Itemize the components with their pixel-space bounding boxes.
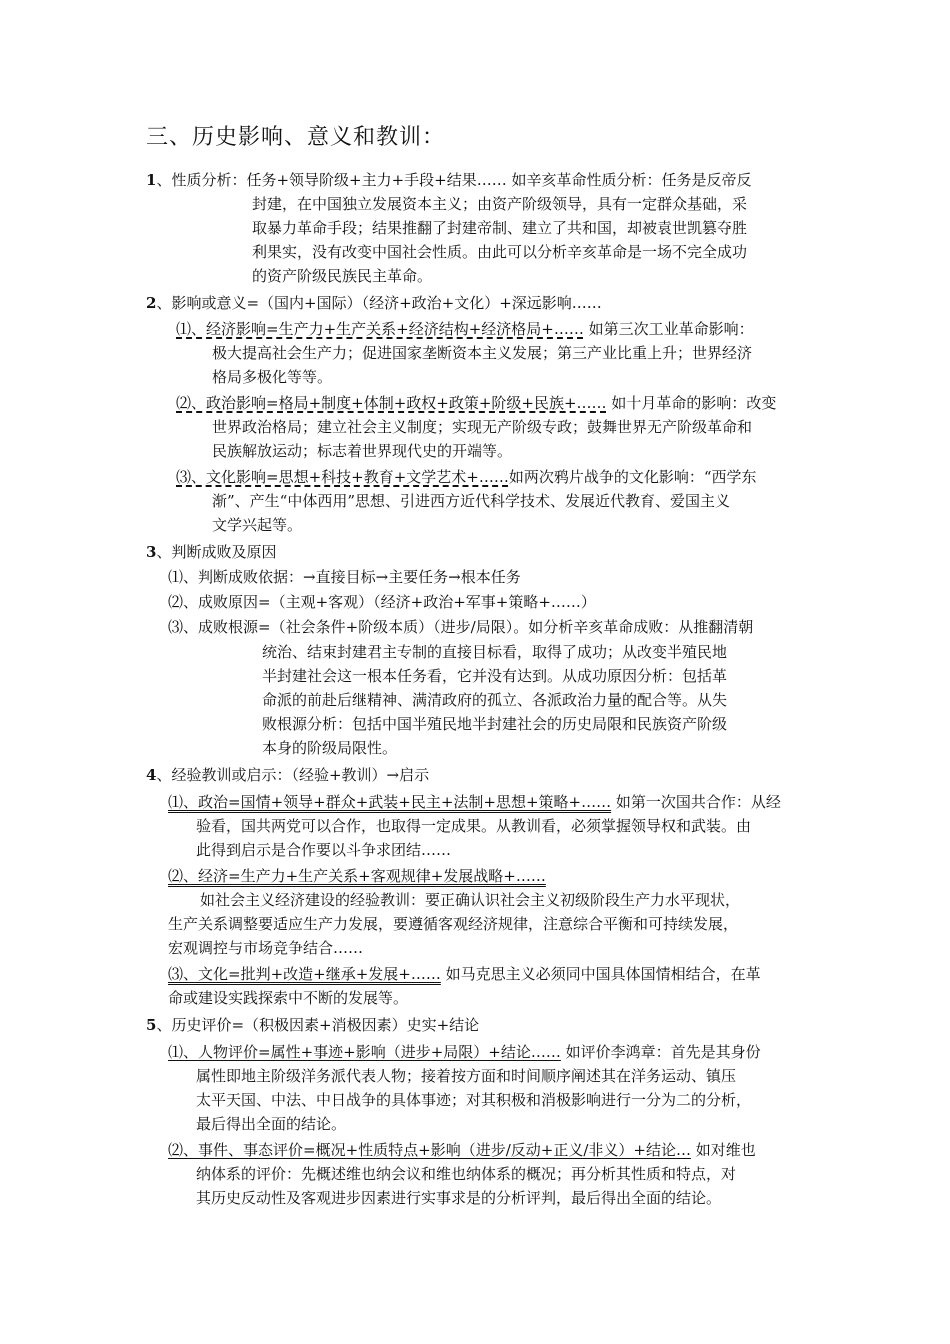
s5b-head-line bbox=[168, 1138, 756, 1162]
s3c-text-line: 本身的阶级局限性。 bbox=[262, 739, 398, 757]
s2b-text: 如十月革命的影响：改变 bbox=[606, 394, 777, 412]
s2c-text: 如两次鸦片战争的文化影响：“西学东 bbox=[508, 468, 757, 486]
s1-text-line: 封建，在中国独立发展资本主义；由资产阶级领导，具有一定群众基础，采 bbox=[252, 195, 748, 213]
s4-head-line bbox=[146, 763, 429, 787]
s2c-text-line: 文学兴起等。 bbox=[212, 516, 303, 534]
s2a-heading: ⑴、经济影响=生产力+生产关系+经济结构+经济格局+…… bbox=[176, 320, 584, 338]
s5b-text-line: 纳体系的评价：先概述维也纳会议和维也纳体系的概况；再分析其性质和特点，对 bbox=[196, 1165, 737, 1183]
s5-number: 5 bbox=[146, 1016, 157, 1034]
s2a-text: 如第三次工业革命影响： bbox=[583, 320, 754, 338]
s3c-text-line: 命派的前赴后继精神、满清政府的孤立、各派政治力量的配合等。从失 bbox=[262, 691, 728, 709]
s2b-heading: ⑵、政治影响=格局+制度+体制+政权+政策+阶级+民族+…… bbox=[176, 394, 607, 412]
s2c-text-line: 渐”、产生“中体西用”思想、引进西方近代科学技术、发展近代教育、爱国主义 bbox=[212, 492, 731, 510]
s5a-head-line bbox=[168, 1040, 761, 1064]
s2b-text-line: 世界政治格局；建立社会主义制度；实现无产阶级专政；鼓舞世界无产阶级革命和 bbox=[212, 418, 753, 436]
s4c-text-line: 命或建设实践探索中不断的发展等。 bbox=[168, 989, 409, 1007]
s2c-head-line bbox=[176, 465, 757, 489]
s3b-line: ⑵、成败原因=（主观+客观）（经济+政治+军事+策略+……） bbox=[168, 593, 596, 611]
s5a-text-line: 属性即地主阶级洋务派代表人物；接着按方面和时间顺序阐述其在洋务运动、镇压 bbox=[196, 1067, 737, 1085]
section-title: 三、历史影响、意义和教训： bbox=[146, 125, 446, 150]
s5a-text-line: 太平天国、中法、中日战争的具体事迹；对其积极和消极影响进行一分为二的分析， bbox=[196, 1091, 752, 1109]
s3c-text-line: 败根源分析：包括中国半殖民地半封建社会的历史局限和民族资产阶级 bbox=[262, 715, 728, 733]
s3-heading: 、判断成败及原因 bbox=[156, 543, 277, 561]
s4a-text-line: 验看，国共两党可以合作，也取得一定成果。从教训看，必须掌握领导权和武装。由 bbox=[196, 817, 752, 835]
s5-head-line bbox=[146, 1013, 479, 1037]
s4a-heading: ⑴、政治=国情+领导+群众+武装+民主+法制+思想+策略+…… bbox=[168, 793, 612, 811]
s2a-text-line: 格局多极化等等。 bbox=[212, 368, 333, 386]
s4a-head-line bbox=[168, 790, 781, 814]
s3c-text-line: 半封建社会这一根本任务看，它并没有达到。从成功原因分析：包括革 bbox=[262, 667, 728, 685]
s4b-text-line: 如社会主义经济建设的经验教训：要正确认识社会主义初级阶段生产力水平现状， bbox=[200, 891, 741, 909]
s3-number: 3 bbox=[146, 543, 157, 561]
s4b-head-line bbox=[168, 864, 546, 888]
s3c-text-line: 统治、结束封建君主专制的直接目标看，取得了成功；从改变半殖民地 bbox=[262, 643, 728, 661]
s2a-text-line: 极大提高社会生产力；促进国家垄断资本主义发展；第三产业比重上升；世界经济 bbox=[212, 344, 753, 362]
s1-head-line bbox=[146, 168, 752, 192]
s3c-line: ⑶、成败根源=（社会条件+阶级本质）（进步/局限）。如分析辛亥革命成败：从推翻清朝 bbox=[168, 618, 754, 636]
s1-text-line: 的资产阶级民族民主革命。 bbox=[252, 267, 433, 285]
s2-head-line bbox=[146, 291, 602, 315]
s2b-text-line: 民族解放运动；标志着世界现代史的开端等。 bbox=[212, 442, 513, 460]
s4c-heading: ⑶、文化=批判+改造+继承+发展+…… bbox=[168, 965, 441, 983]
s4a-text: 如第一次国共合作：从经 bbox=[611, 793, 781, 811]
s1-text-line: 取暴力革命手段；结果推翻了封建帝制、建立了共和国，却被袁世凯篡夺胜 bbox=[252, 219, 748, 237]
s3a-line: ⑴、判断成败依据：→直接目标→主要任务→根本任务 bbox=[168, 568, 521, 586]
s3-head-line bbox=[146, 540, 276, 564]
s4a-text-line: 此得到启示是合作要以斗争求团结…… bbox=[196, 841, 452, 859]
s2-heading: 、影响或意义=（国内+国际）（经济+政治+文化）+深远影响…… bbox=[156, 294, 602, 312]
s5b-text: 如对维也 bbox=[690, 1141, 756, 1159]
s4b-heading: ⑵、经济=生产力+生产关系+客观规律+发展战略+…… bbox=[168, 867, 546, 885]
s2-number: 2 bbox=[146, 294, 157, 312]
s2c-heading: ⑶、文化影响=思想+科技+教育+文学艺术+…… bbox=[176, 468, 509, 486]
s4b-text-line: 宏观调控与市场竞争结合…… bbox=[168, 939, 364, 957]
s5-heading: 、历史评价=（积极因素+消极因素）史实+结论 bbox=[156, 1016, 480, 1034]
s4b-text-line: 生产关系调整要适应生产力发展，要遵循客观经济规律，注意综合平衡和可持续发展， bbox=[168, 915, 739, 933]
s5b-text-line: 其历史反动性及客观进步因素进行实事求是的分析评判，最后得出全面的结论。 bbox=[196, 1189, 722, 1207]
s1-text-line: 利果实，没有改变中国社会性质。由此可以分析辛亥革命是一场不完全成功 bbox=[252, 243, 748, 261]
s2a-head-line bbox=[176, 317, 754, 341]
s1-number: 1 bbox=[146, 171, 157, 189]
s4-number: 4 bbox=[146, 766, 157, 784]
s2b-head-line bbox=[176, 391, 776, 415]
s1-text: 如辛亥革命性质分析：任务是反帝反 bbox=[506, 171, 752, 189]
s4c-text: 如马克思主义必须同中国具体国情相结合，在革 bbox=[440, 965, 761, 983]
s5b-heading: ⑵、事件、事态评价=概况+性质特点+影响（进步/反动+正义/非义）+结论… bbox=[168, 1141, 691, 1159]
s1-heading: 、性质分析：任务+领导阶级+主力+手段+结果…… bbox=[156, 171, 507, 189]
s4c-head-line bbox=[168, 962, 761, 986]
s5a-text-line: 最后得出全面的结论。 bbox=[196, 1115, 347, 1133]
s5a-heading: ⑴、人物评价=属性+事迹+影响（进步+局限）+结论…… bbox=[168, 1043, 561, 1061]
s5a-text: 如评价李鸿章：首先是其身份 bbox=[560, 1043, 761, 1061]
s4-heading: 、经验教训或启示：（经验+教训）→启示 bbox=[156, 766, 430, 784]
